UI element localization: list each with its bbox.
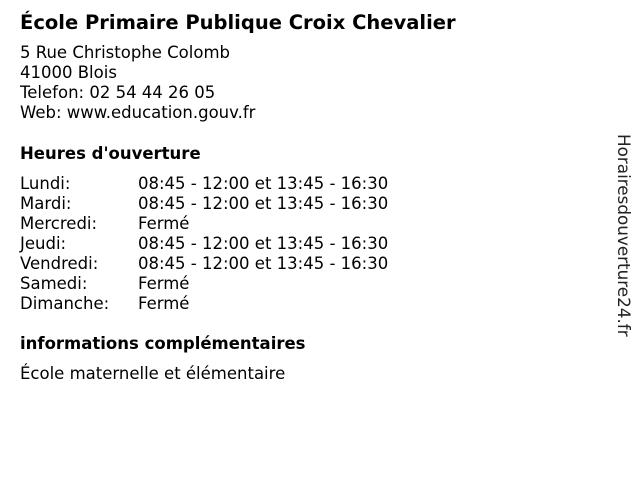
- day-hours: Fermé: [138, 274, 190, 293]
- day-hours: 08:45 - 12:00 et 13:45 - 16:30: [138, 174, 389, 193]
- day-label: Lundi:: [20, 174, 71, 193]
- day-hours: 08:45 - 12:00 et 13:45 - 16:30: [138, 254, 389, 273]
- day-label: Mardi:: [20, 194, 72, 213]
- day-label: Samedi:: [20, 274, 88, 293]
- city: 41000 Blois: [20, 63, 117, 82]
- day-label: Jeudi:: [20, 234, 67, 253]
- day-hours: Fermé: [138, 294, 190, 313]
- day-hours: 08:45 - 12:00 et 13:45 - 16:30: [138, 234, 389, 253]
- page-title: École Primaire Publique Croix Chevalier: [20, 11, 456, 34]
- website: Web: www.education.gouv.fr: [20, 103, 256, 122]
- day-hours: Fermé: [138, 214, 190, 233]
- opening-hours-heading: Heures d'ouverture: [20, 144, 201, 163]
- day-label: Dimanche:: [20, 294, 110, 313]
- day-label: Vendredi:: [20, 254, 99, 273]
- day-label: Mercredi:: [20, 214, 98, 233]
- address-block: [20, 43, 255, 123]
- site-watermark: [612, 134, 636, 374]
- street-address: 5 Rue Christophe Colomb: [20, 43, 230, 62]
- day-hours: 08:45 - 12:00 et 13:45 - 16:30: [138, 194, 389, 213]
- watermark-text: Horairesdouverture24.fr: [614, 134, 634, 337]
- additional-info-heading: informations complémentaires: [20, 334, 306, 353]
- additional-info-text: École maternelle et élémentaire: [20, 364, 286, 383]
- phone-number: Telefon: 02 54 44 26 05: [20, 83, 216, 102]
